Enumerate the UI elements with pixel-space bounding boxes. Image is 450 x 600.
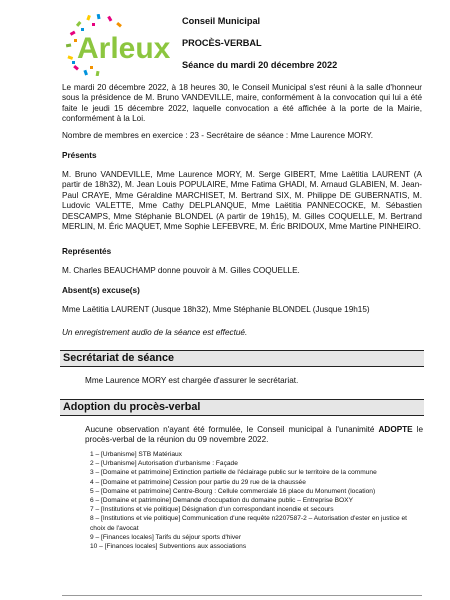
absent-text: Mme Laëtitia LAURENT (Jusque 18h32), Mme Stéphanie BLONDEL (Jusque 19h15) — [62, 305, 370, 314]
audio-note: Un enregistrement audio de la séance est effectué. — [62, 328, 248, 337]
agenda-item: 3 – [Domaine et patrimoine] Extinction partielle de l'éclairage public sur le territoire de la commune — [90, 469, 377, 477]
arleux-logo-graphic — [62, 14, 170, 76]
absent-heading: Absent(s) excuse(s) — [62, 286, 140, 295]
section-adoption-title: Adoption du procès-verbal — [60, 399, 424, 416]
agenda-item: 5 – [Domaine et patrimoine] Centre-Bourg : Cellule commerciale 16 place du Monument (location) — [90, 487, 376, 495]
agenda-list — [90, 450, 424, 551]
section-secretariat-title: Secrétariat de séance — [60, 350, 424, 367]
represented-heading: Représentés — [62, 247, 112, 256]
presents-list: M. Bruno VANDEVILLE, Mme Laurence MORY, M. Serge GIBERT, Mme Laëtitia LAURENT (A partir de 18h32), M. Jean Louis POPULAIRE, Mme Fatima GHADI, M. Arnaud GLABIEN, M. Jean-Paul CRAYE, Mme Géraldine MARCHISET, M. Bertrand SIX, M. Philippe DE GUBERNATIS, M. Ludovic VALETTE, Mme Cathy DELPLANQUE, Mme Laëtitia PANNECOCKE, M. Sébastien DESCAMPS, Mme Stéphanie BLONDEL (A partir de 19h15), M. Gilles COQUELLE, M. Bertrand MERLIN, M. Éric MAQUET, Mme Sophie LEFEBVRE, M. Éric BRIDOUX, Mme Martine PINHEIRO. — [62, 170, 422, 232]
header-council: Conseil Municipal — [182, 16, 261, 26]
agenda-item: 1 – [Urbanisme] STB Matériaux — [90, 451, 182, 458]
adoption-text-bold: ADOPTE — [378, 425, 413, 434]
intro-paragraph: Le mardi 20 décembre 2022, à 18 heures 30, le Conseil Municipal s'est réuni à la salle d'honneur sous la présidence de M. Bruno VANDEVILLE, maire, conformément à la convocation qui lui a été faite le jeudi 15 décembre 2022, laquelle convocation a été affichée à la porte de la Mairie, conformément à la Loi. — [62, 83, 422, 124]
arleux-logo — [62, 14, 170, 76]
adoption-text-after: le procès-verbal de la réunion du 09 novembre 2022. — [85, 425, 424, 445]
presents-heading: Présents — [62, 151, 97, 160]
logo-text: Arleux — [77, 32, 170, 65]
agenda-item: 8 – [Institutions et vie politique] Communication d'une requête n2207587-2 – Autorisation d'ester en justice et choix de l'avocat — [90, 515, 408, 532]
adoption-paragraph — [85, 425, 423, 446]
agenda-item: 4 – [Domaine et patrimoine] Cession pour partie du 29 rue de la chaussée — [90, 478, 306, 486]
header-session-date: Séance du mardi 20 décembre 2022 — [182, 60, 338, 70]
adoption-text-before: Aucune observation n'ayant été formulée, le Conseil municipal à l'unanimité — [85, 425, 379, 434]
members-line: Nombre de membres en exercice : 23 - Secrétaire de séance : Mme Laurence MORY. — [62, 131, 373, 140]
secretariat-text: Mme Laurence MORY est chargée d'assurer le secrétariat. — [85, 376, 299, 385]
agenda-item: 6 – [Domaine et patrimoine] Demande d'occupation du domaine public – Entreprise BOXY — [90, 497, 353, 505]
header-doc-type: PROCÈS-VERBAL — [182, 38, 262, 48]
agenda-item: 9 – [Finances locales] Tarifs du séjour sports d'hiver — [90, 533, 242, 541]
agenda-item: 2 – [Urbanisme] Autorisation d'urbanisme : Façade — [90, 460, 238, 468]
agenda-item: 10 – [Finances locales] Subventions aux associations — [90, 543, 247, 551]
footer-divider — [62, 595, 422, 596]
agenda-item: 7 – [Institutions et vie politique] Désignation d'un correspondant incendie et secours — [90, 506, 334, 514]
represented-text: M. Charles BEAUCHAMP donne pouvoir à M. Gilles COQUELLE. — [62, 266, 300, 275]
